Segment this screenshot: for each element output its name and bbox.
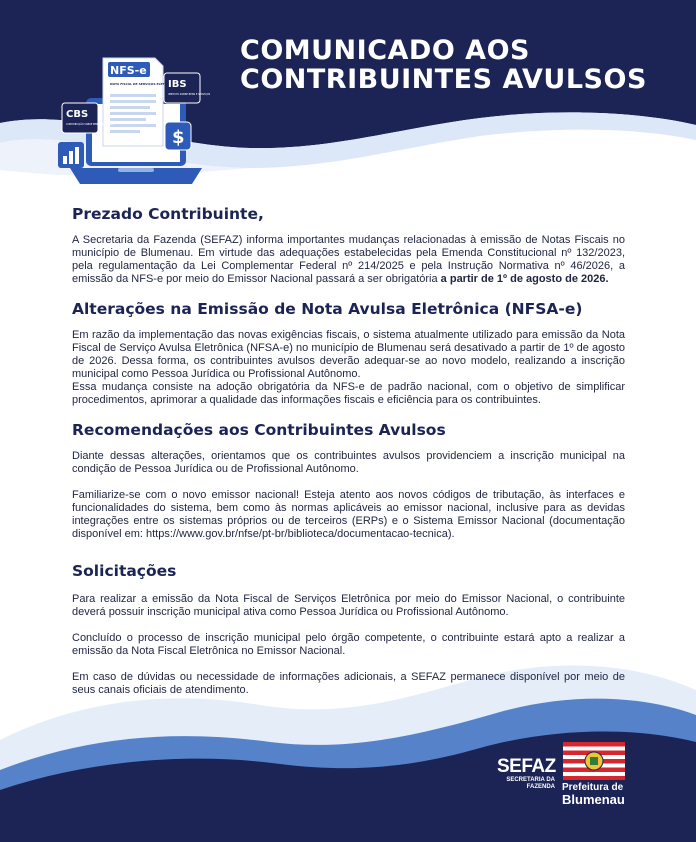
ibs-tag-sublabel: IMPOSTO SOBRE BENS E SERVIÇOS (168, 93, 211, 96)
main-content (72, 204, 625, 697)
intro-deadline: a partir de 1º de agosto de 2026. (440, 273, 609, 285)
ibs-tag-label: IBS (168, 79, 187, 90)
section-nfsa-heading: Alterações na Emissão de Nota Avulsa Eletrônica (NFSA-e) (72, 300, 583, 318)
cbs-tag-label: CBS (66, 109, 89, 120)
section-recommendations-paragraph-2: Familiarize-se com o novo emissor nacional! Esteja atento aos novos códigos de tributação, às interfaces e funcionalidades do sistema, bem como às normas aplicáveis ao emissor nacional, inclusive para as devidas integrações entre os sistemas próprios ou de terceiros (ERPs) e o Sistema Emissor Nacional (documentação disponível em: https://www.gov.br/nfse/pt-br/biblioteca/documentacao-tecnica). (72, 489, 625, 540)
bar-chart-icon (58, 142, 84, 168)
dollar-sign: $ (172, 127, 185, 148)
section-recommendations-paragraph-1: Diante dessas alterações, orientamos que os contribuintes avulsos providenciem a inscrição municipal na condição de Pessoa Jurídica ou de Profissional Autônomo. (72, 450, 625, 475)
section-requests-paragraph-2: Concluído o processo de inscrição municipal pelo órgão competente, o contribuinte estará apto a realizar a emissão da Nota Fiscal Eletrônica no Emissor Nacional. (72, 632, 625, 657)
section-requests-heading: Solicitações (72, 562, 177, 580)
page-title (240, 36, 680, 94)
page-title-line1: COMUNICADO AOS (240, 35, 530, 66)
section-requests-paragraph-3: Em caso de dúvidas ou necessidade de informações adicionais, a SEFAZ permanece disponível por meio de seus canais oficiais de atendimento. (72, 671, 625, 696)
nfse-screen-title: NFS-e (110, 64, 147, 77)
section-requests-paragraph-1: Para realizar a emissão da Nota Fiscal de Serviços Eletrônica por meio do Emissor Nacional, o contribuinte deverá possuir inscrição municipal ativa como Pessoa Jurídica ou Profissional Autônomo. (72, 593, 625, 618)
cbs-tag-sublabel: CONTRIBUIÇÃO SOBRE BENS E SERVIÇOS (66, 123, 114, 126)
sefaz-logo-sub2: FAZENDA (526, 784, 555, 790)
intro-text: A Secretaria da Fazenda (SEFAZ) informa importantes mudanças relacionadas à emissão de Notas Fiscais no município de Blumenau. Em virtude das adequações estabelecidas pela Emenda Constitucional nº 132/2023, pela regulamentação da Lei Complementar Federal nº 214/2025 e pela Instrução Normativa nº 46/2026, a emissão da NFS-e por meio do Emissor Nacional passará a ser obrigatória (72, 234, 625, 285)
section-recommendations-heading: Recomendações aos Contribuintes Avulsos (72, 421, 446, 439)
page-title-line2: CONTRIBUINTES AVULSOS (240, 64, 647, 95)
nfse-screen-subtitle: NOTA FISCAL DE SERVIÇOS ELETRÔNICA (110, 82, 178, 86)
sefaz-logo-text: SEFAZ (497, 756, 556, 777)
prefeitura-logo (562, 742, 626, 806)
greeting-heading: Prezado Contribuinte, (72, 205, 264, 223)
sefaz-logo (497, 757, 555, 791)
section-nfsa-paragraph-2: Essa mudança consiste na adoção obrigatória da NFS-e de padrão nacional, com o objetivo de simplificar procedimentos, aprimorar a qualidade das informações fiscais e eficiência para os contribuintes. (72, 381, 625, 406)
prefeitura-logo-line1: Prefeitura de (562, 782, 624, 793)
prefeitura-logo-line2: Blumenau (562, 792, 625, 807)
intro-paragraph (72, 234, 625, 286)
sefaz-logo-sub1: SECRETARIA DA (506, 777, 555, 783)
section-nfsa-paragraph-1: Em razão da implementação das novas exigências fiscais, o sistema atualmente utilizado para emissão da Nota Fiscal de Serviço Avulsa Eletrônica (NFSA-e) no município de Blumenau será desativado a partir de 1º de agosto de 2026. Dessa forma, os contribuintes avulsos deverão adequar-se ao novo modelo, realizando a inscrição municipal como Pessoa Jurídica ou Profissional Autônomo. (72, 329, 625, 380)
